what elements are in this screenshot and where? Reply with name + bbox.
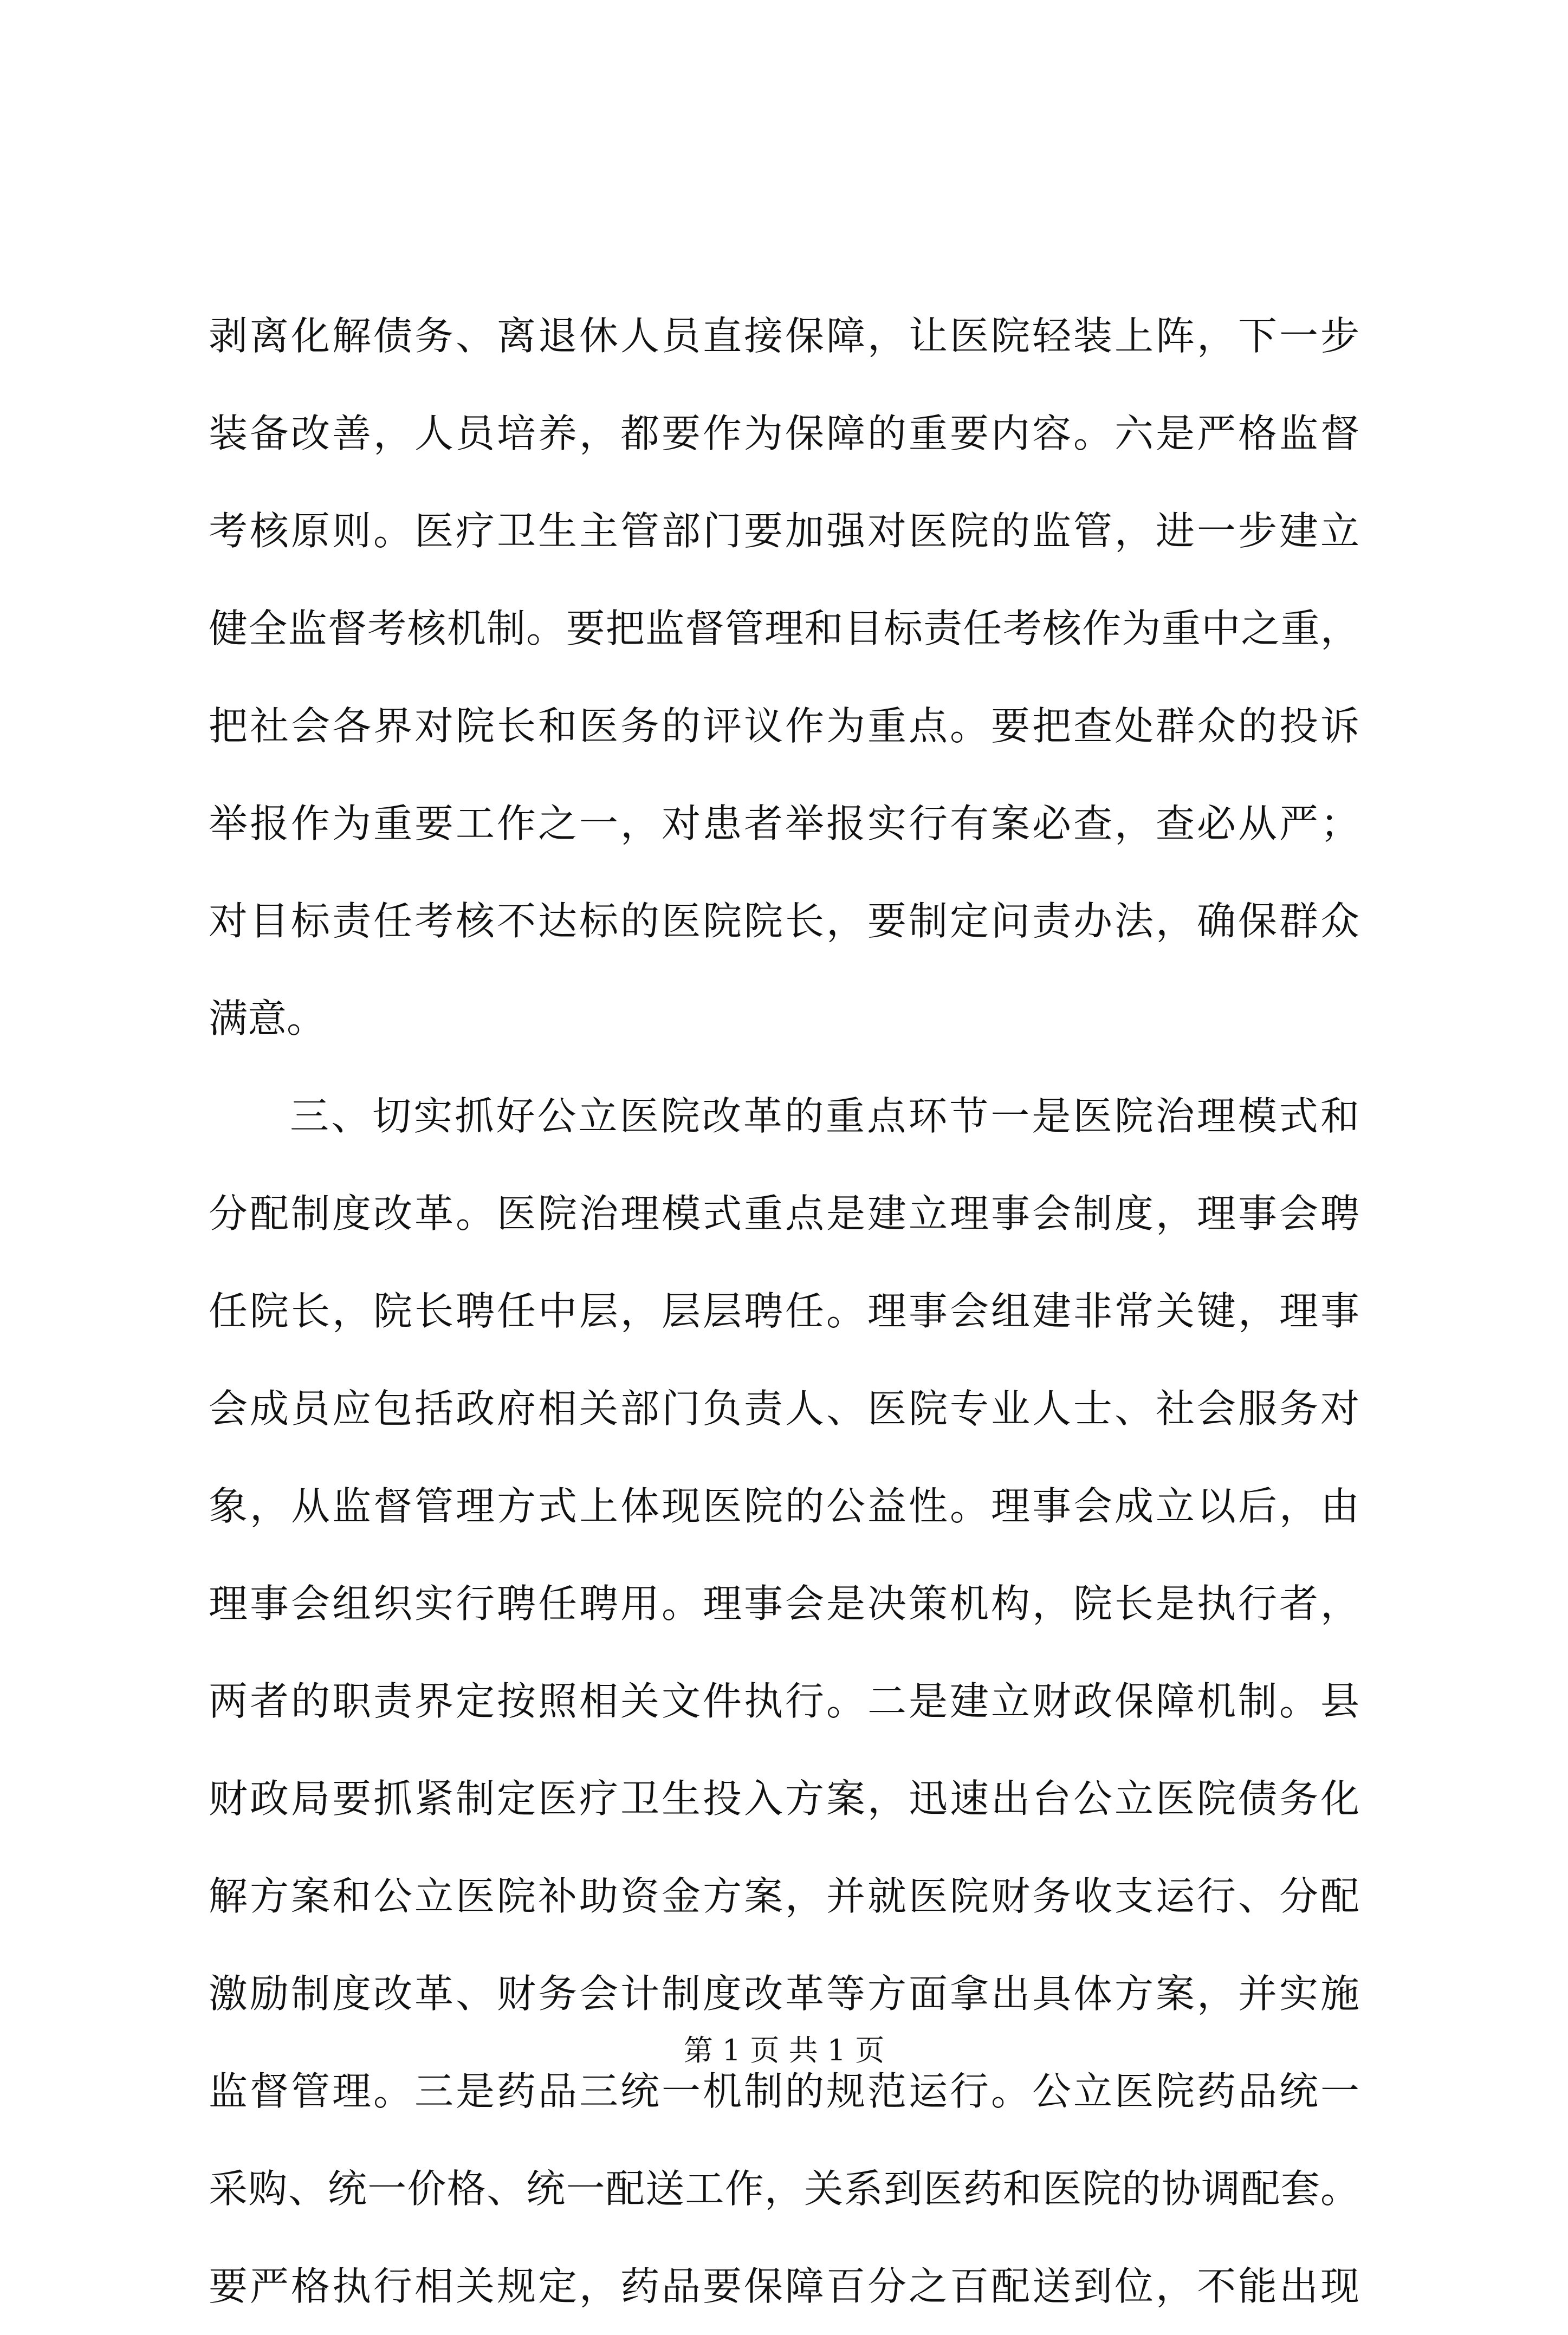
text-line: 象，从监督管理方式上体现医院的公益性。理事会成立以后，由 xyxy=(209,1483,1359,1529)
text-line: 解方案和公立医院补助资金方案，并就医院财务收支运行、分配 xyxy=(209,1873,1359,1919)
text-line: 剥离化解债务、离退休人员直接保障，让医院轻装上阵，下一步 xyxy=(209,313,1359,359)
document-body xyxy=(209,287,1359,2335)
page-number-footer: 第 1 页 共 1 页 xyxy=(683,2033,885,2067)
text-line: 两者的职责界定按照相关文件执行。二是建立财政保障机制。县 xyxy=(209,1678,1359,1724)
text-line: 激励制度改革、财务会计制度改革等方面拿出具体方案，并实施 xyxy=(209,1971,1359,2016)
text-line: 财政局要抓紧制定医疗卫生投入方案，迅速出台公立医院债务化 xyxy=(209,1776,1359,1821)
text-line: 分配制度改革。医院治理模式重点是建立理事会制度，理事会聘 xyxy=(209,1191,1359,1236)
text-line: 健全监督考核机制。要把监督管理和目标责任考核作为重中之重， xyxy=(209,606,1359,651)
text-line: 满意。 xyxy=(209,996,326,1041)
text-line: 任院长，院长聘任中层，层层聘任。理事会组建非常关键，理事 xyxy=(209,1288,1359,1334)
text-line: 监督管理。三是药品三统一机制的规范运行。公立医院药品统一 xyxy=(209,2068,1359,2114)
text-line: 考核原则。医疗卫生主管部门要加强对医院的监管，进一步建立 xyxy=(209,508,1359,554)
text-line: 举报作为重要工作之一，对患者举报实行有案必查，查必从严； xyxy=(209,801,1359,846)
text-line: 要严格执行相关规定，药品要保障百分之百配送到位，不能出现 xyxy=(209,2263,1359,2309)
text-line: 理事会组织实行聘任聘用。理事会是决策机构，院长是执行者， xyxy=(209,1581,1359,1626)
paragraph-1 xyxy=(209,287,1359,1067)
text-line: 把社会各界对院长和医务的评议作为重点。要把查处群众的投诉 xyxy=(209,703,1359,749)
text-line: 三、切实抓好公立医院改革的重点环节一是医院治理模式和 xyxy=(290,1093,1359,1139)
text-line: 对目标责任考核不达标的医院院长，要制定问责办法，确保群众 xyxy=(209,898,1359,944)
text-line: 采购、统一价格、统一配送工作，关系到医药和医院的协调配套。 xyxy=(209,2166,1359,2211)
paragraph-2 xyxy=(209,1067,1359,2335)
text-line: 装备改善，人员培养，都要作为保障的重要内容。六是严格监督 xyxy=(209,411,1359,456)
text-line: 会成员应包括政府相关部门负责人、医院专业人士、社会服务对 xyxy=(209,1386,1359,1431)
